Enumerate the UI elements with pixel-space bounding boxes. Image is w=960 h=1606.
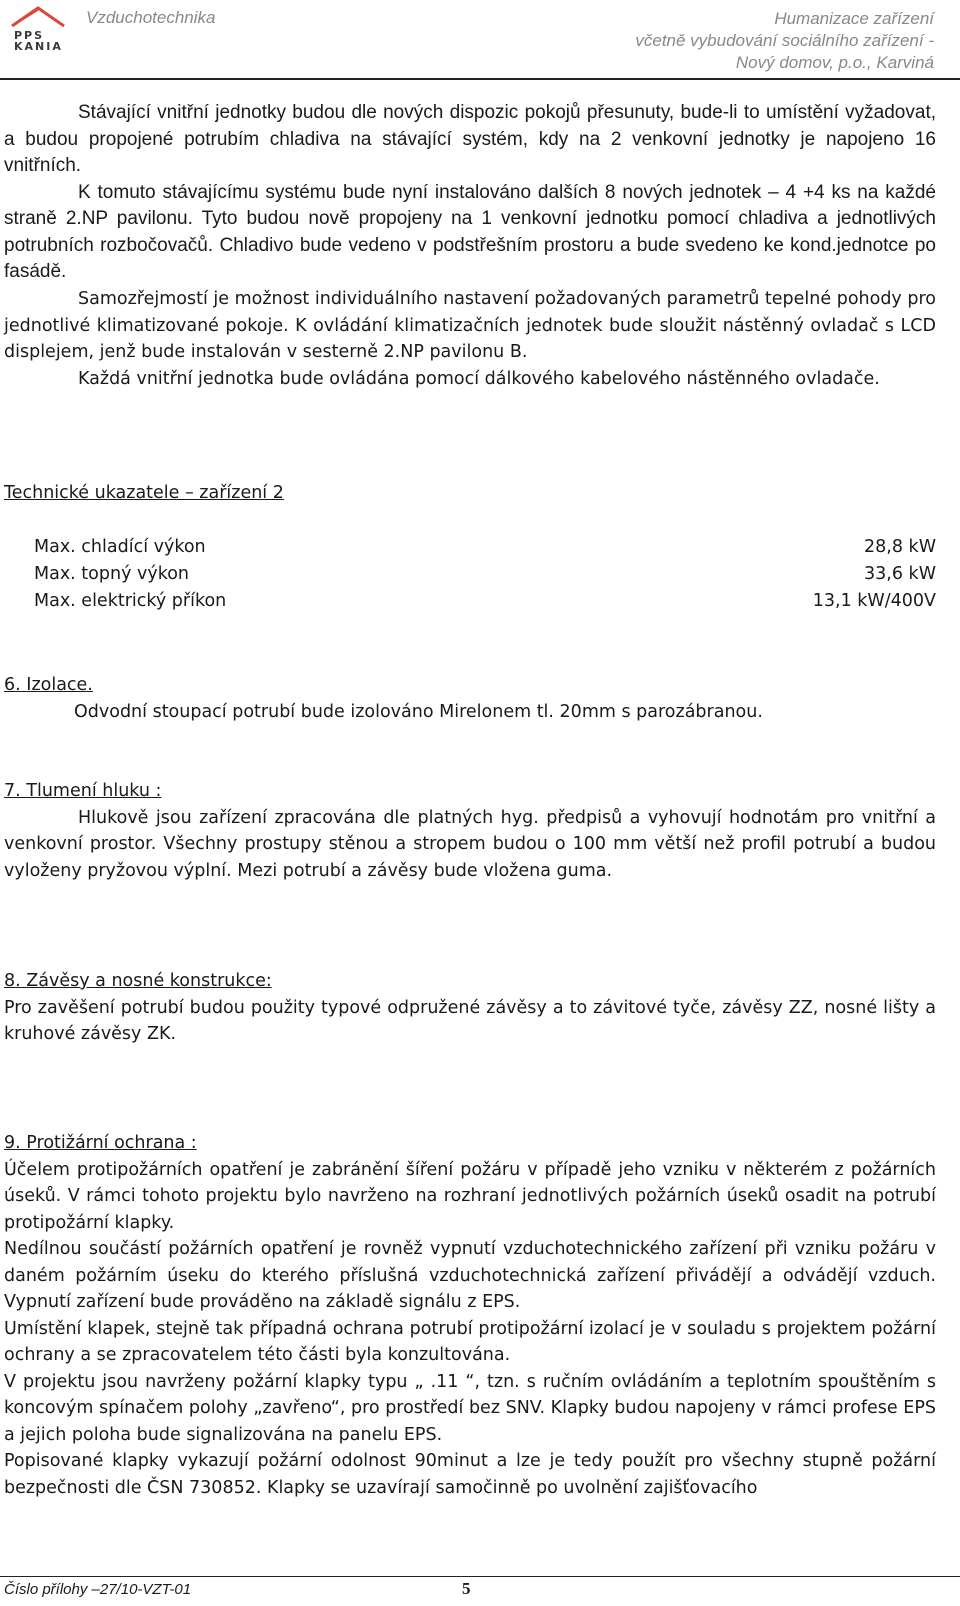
section-title: Izolace. bbox=[26, 675, 93, 695]
spec-value: 13,1 kW/400V bbox=[812, 591, 936, 612]
paragraph: Samozřejmostí je možnost individuálního nastavení požadovaných parametrů tepelné pohody pro jednotlivé klimatizované pokoje. K ovládání klimatizačních jednotek bude sloužit nástěnný ovladač s LCD displejem, jenž bude instalován v sesterně 2.NP pavilonu B. bbox=[4, 289, 936, 362]
header-project-line: Nový domov, p.o., Karviná bbox=[735, 53, 934, 72]
section-heading bbox=[4, 778, 936, 805]
paragraph: Účelem protipožárních opatření je zabránění šíření požáru v případě jeho vzniku v některém z požárních úseků. V rámci tohoto projektu bylo navrženo na rozhraní jednotlivých požárních úseků osadit na potrubí protipožární klapky. bbox=[4, 1159, 936, 1233]
page-number: 5 bbox=[462, 1579, 471, 1598]
paragraph: Pro zavěšení potrubí budou použity typové odpružené závěsy a to závitové tyče, závěsy ZZ, nosné lišty a kruhové závěsy ZK. bbox=[4, 997, 936, 1044]
spec-table bbox=[34, 534, 936, 615]
header-project bbox=[635, 8, 934, 74]
intro-text-continued bbox=[4, 286, 936, 392]
spec-label: Max. chladící výkon bbox=[34, 537, 206, 558]
header-project-line: Humanizace zařízení bbox=[774, 9, 934, 28]
paragraph: V projektu jsou navrženy požární klapky typu „ .11 “, tzn. s ručním ovládáním a teplotním spouštěním s koncovým spínačem polohy „zavřeno“, pro prostředí bez SNV. Klapky budou napojeny v rámci profese EPS a jejich poloha bude signalizována na panelu EPS. bbox=[4, 1371, 936, 1445]
intro-text bbox=[4, 100, 936, 286]
spec-row bbox=[34, 588, 936, 615]
section-number: 9. bbox=[4, 1133, 21, 1153]
section-title: Tlumení hluku : bbox=[26, 781, 162, 801]
section-title: Protižární ochrana : bbox=[26, 1133, 197, 1153]
hluk-section bbox=[4, 778, 936, 884]
section-number: 7. bbox=[4, 781, 21, 801]
page-footer bbox=[0, 1576, 960, 1606]
paragraph: Každá vnitřní jednotka bude ovládána pomocí dálkového kabelového nástěnného ovladače. bbox=[78, 368, 880, 389]
section-heading bbox=[4, 1130, 936, 1157]
attachment-number: Číslo přílohy –27/10-VZT-01 bbox=[4, 1581, 192, 1598]
izolace-section bbox=[4, 672, 936, 725]
tech-section bbox=[4, 480, 936, 507]
spec-value: 33,6 kW bbox=[864, 564, 936, 585]
section-heading bbox=[4, 968, 936, 995]
header-discipline: Vzduchotechnika bbox=[86, 8, 216, 27]
section-heading bbox=[4, 672, 936, 699]
spec-label: Max. topný výkon bbox=[34, 564, 190, 585]
section-title: Závěsy a nosné konstrukce: bbox=[26, 971, 272, 991]
paragraph: Odvodní stoupací potrubí bude izolováno Mirelonem tl. 20mm s parozábranou. bbox=[74, 701, 763, 722]
spec-row bbox=[34, 561, 936, 588]
zavesy-section bbox=[4, 968, 936, 1048]
logo-text: PPS KANIA bbox=[14, 29, 63, 53]
section-number: 6. bbox=[4, 675, 21, 695]
spec-value: 28,8 kW bbox=[864, 537, 936, 558]
pozar-section bbox=[4, 1130, 936, 1501]
paragraph: Hlukově jsou zařízení zpracována dle platných hyg. předpisů a vyhovují hodnotám pro vnitřní a venkovní prostor. Všechny prostupy stěnou a stropem budou o 100 mm větší než profil potrubí a budou vyloženy pryžovou výplní. Mezi potrubí a závěsy bude vložena guma. bbox=[4, 807, 936, 881]
paragraph: Popisované klapky vykazují požární odolnost 90minut a lze je tedy použít pro všechny stupně požární bezpečnosti dle ČSN 730852. Klapky se uzavírají samočinně po uvolnění zajišťovacího bbox=[4, 1451, 936, 1498]
paragraph: K tomuto stávajícímu systému bude nyní instalováno dalších 8 nových jednotek – 4 +4 ks na každé straně 2.NP pavilonu. Tyto budou nově propojeny na 1 venkovní jednotku pomocí chladiva a jednotlivých potrubních rozbočovačů. Chladivo bude vedeno v podstřešním prostoru a bude svedeno ke kond.jednotce po fasádě. bbox=[4, 181, 936, 282]
paragraph: Umístění klapek, stejně tak případná ochrana potrubí protipožární izolací je v souladu s projektem požární ochrany a se zpracovatelem této části byla konzultována. bbox=[4, 1318, 936, 1365]
section-heading: Technické ukazatele – zařízení 2 bbox=[4, 483, 284, 503]
header-project-line: včetně vybudování sociálního zařízení - bbox=[635, 31, 934, 50]
spec-row bbox=[34, 534, 936, 561]
spec-label: Max. elektrický příkon bbox=[34, 591, 227, 612]
paragraph: Nedílnou součástí požárních opatření je rovněž vypnutí vzduchotechnického zařízení při vzniku požáru v daném požárním úseku do kterého příslušná vzduchotechnická zařízení přivádějí a odvádějí vzduch. Vypnutí zařízení bude prováděno na základě signálu z EPS. bbox=[4, 1239, 936, 1312]
section-number: 8. bbox=[4, 971, 21, 991]
paragraph: Stávající vnitřní jednotky budou dle nových dispozic pokojů přesunuty, bude-li to umístění vyžadovat, a budou propojené potrubím chladiva na stávající systém, kdy na 2 venkovní jednotky je napojeno 16 vnitřních. bbox=[4, 102, 936, 176]
page-header bbox=[0, 0, 960, 80]
